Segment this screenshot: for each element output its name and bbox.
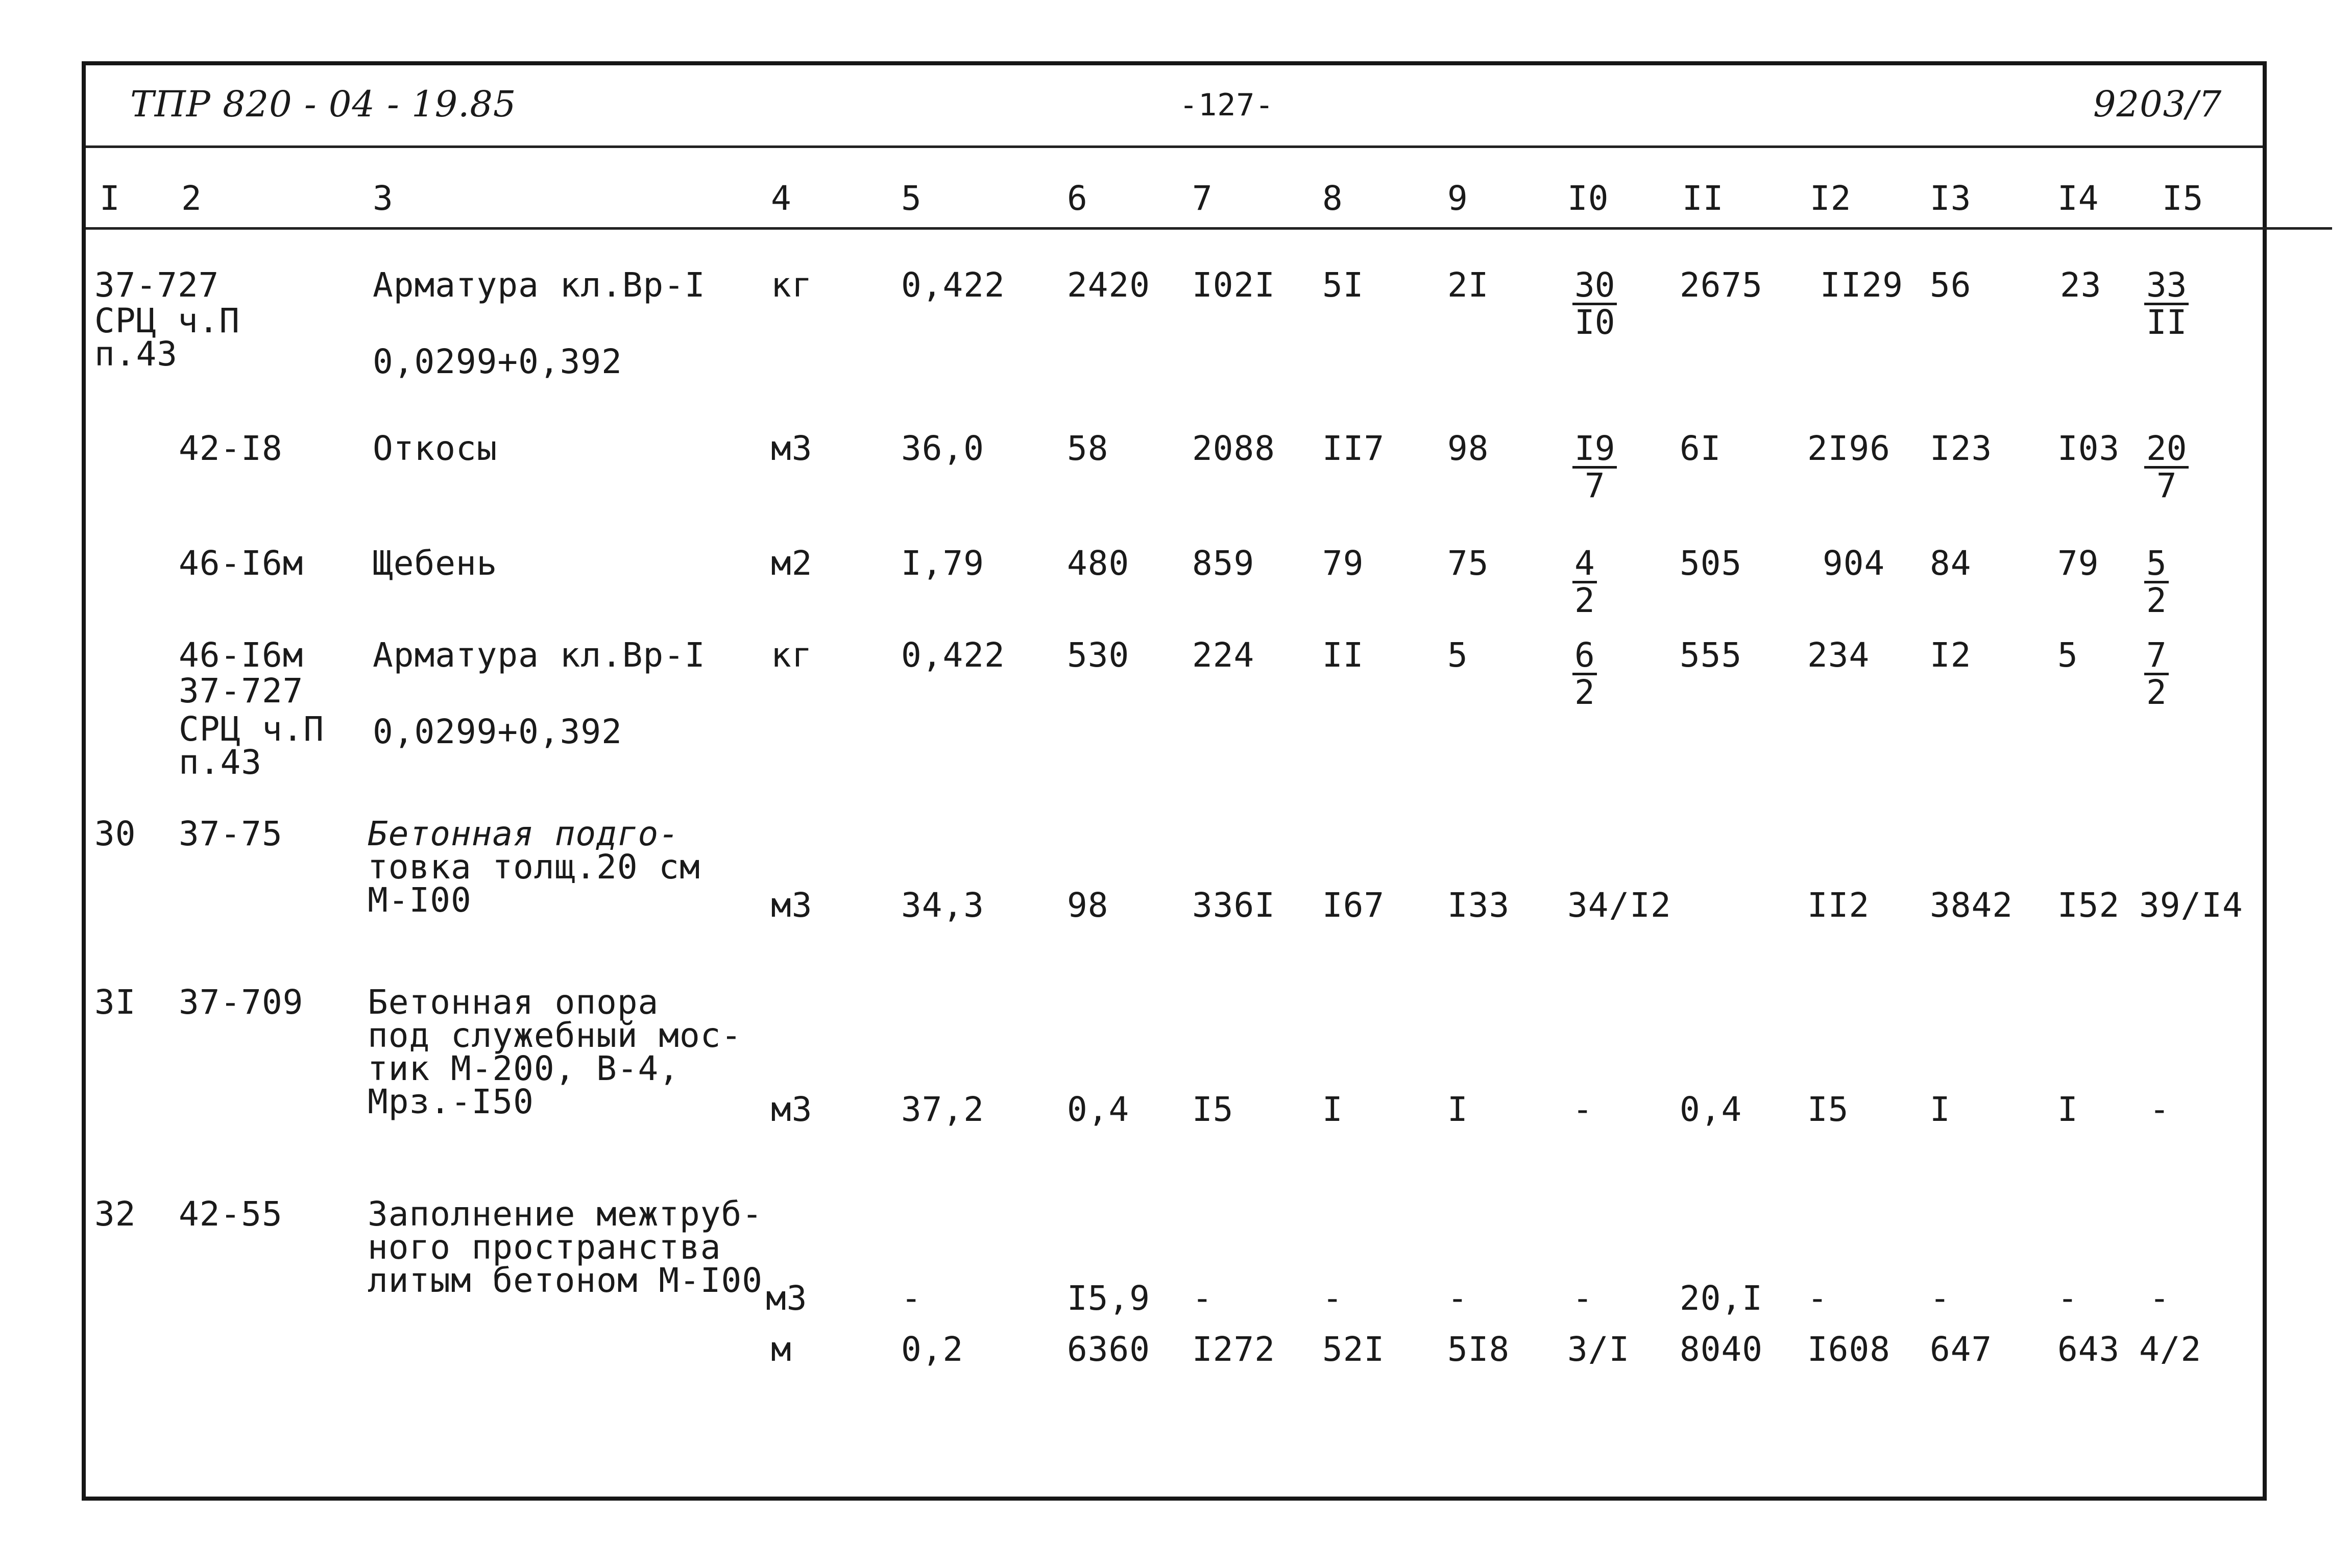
fraction-cell [1572, 635, 1597, 712]
value-cell: - [901, 1279, 922, 1318]
value-cell: I272 [1192, 1330, 1275, 1369]
value-cell: I [1447, 1090, 1468, 1129]
fraction-denominator: 7 [1584, 466, 1605, 505]
unit-cell: м [771, 1330, 792, 1369]
value-cell: 20,I [1680, 1279, 1763, 1318]
fraction-numerator: 33 [2144, 268, 2189, 305]
value-cell: - [1322, 1279, 1343, 1318]
work-description: ного пространства [368, 1228, 721, 1267]
column-header: I4 [2057, 179, 2099, 218]
fraction-denominator: 2 [2146, 581, 2167, 620]
work-description: Арматура кл.Вр-I [373, 635, 706, 675]
value-cell: 39/I4 [2139, 886, 2243, 925]
fraction-cell [2144, 635, 2169, 712]
norm-reference: п.43 [179, 743, 262, 782]
fraction-numerator: 6 [1572, 638, 1597, 675]
norm-code: 42-I8 [179, 429, 283, 468]
fraction-numerator: 4 [1572, 546, 1597, 583]
column-header: 3 [373, 179, 394, 218]
fraction-cell [1572, 546, 1597, 618]
work-description: Бетонная подго- [368, 814, 680, 853]
fraction-denominator: 2 [1574, 581, 1595, 620]
value-cell: I5 [1192, 1090, 1234, 1129]
work-description: под служебный мос- [368, 1016, 742, 1055]
value-cell: 0,422 [901, 635, 1005, 675]
value-cell: 647 [1930, 1330, 1993, 1369]
value-cell: I03 [2057, 429, 2120, 468]
column-header: 2 [181, 179, 202, 218]
value-cell: 56 [1930, 265, 1972, 305]
value-cell: 2088 [1192, 429, 1275, 468]
value-cell: II7 [1322, 429, 1385, 468]
column-header: I2 [1810, 179, 1852, 218]
work-description-formula: 0,0299+0,392 [373, 712, 622, 751]
column-header: I5 [2162, 179, 2204, 218]
work-description: М-I00 [368, 880, 472, 920]
value-cell: - [1192, 1279, 1213, 1318]
fraction-numerator: I9 [1572, 431, 1617, 469]
value-cell: - [1930, 1279, 1951, 1318]
value-cell: II29 [1820, 265, 1903, 305]
value-cell: 3842 [1930, 886, 2013, 925]
value-cell: 36,0 [901, 429, 984, 468]
value-cell: I [1930, 1090, 1951, 1129]
value-cell: 2I96 [1807, 429, 1890, 468]
page-number: -127- [1179, 87, 1274, 123]
value-cell: 643 [2057, 1330, 2120, 1369]
column-header: I [100, 179, 120, 218]
value-cell: 0,2 [901, 1330, 964, 1369]
value-cell: I23 [1930, 429, 1993, 468]
unit-cell: кг [771, 265, 813, 305]
norm-code: 42-55 [179, 1194, 283, 1234]
value-cell: 859 [1192, 544, 1255, 583]
fraction-cell [2144, 265, 2189, 342]
work-description: Заполнение межтруб- [368, 1194, 763, 1234]
norm-code: 46-I6м [179, 635, 304, 675]
value-cell: 5 [2057, 635, 2078, 675]
value-cell: - [1572, 1090, 1593, 1129]
value-cell: I [2057, 1090, 2078, 1129]
value-cell: 4/2 [2139, 1330, 2202, 1369]
value-cell: 0,422 [901, 265, 1005, 305]
value-cell: 98 [1067, 886, 1109, 925]
value-cell: 79 [1322, 544, 1364, 583]
item-number: 3I [94, 983, 136, 1022]
value-cell: 555 [1680, 635, 1742, 675]
value-cell: 37,2 [901, 1090, 984, 1129]
value-cell: II2 [1807, 886, 1870, 925]
unit-cell: м2 [771, 544, 813, 583]
fraction-denominator: I0 [1574, 303, 1615, 342]
column-header: 8 [1322, 179, 1343, 218]
fraction-numerator: 5 [2144, 546, 2169, 583]
work-description: тик М-200, В-4, [368, 1049, 680, 1088]
work-description-formula: 0,0299+0,392 [373, 342, 622, 381]
value-cell: I608 [1807, 1330, 1890, 1369]
column-header: I3 [1930, 179, 1972, 218]
unit-cell: м3 [771, 429, 813, 468]
column-header: 7 [1192, 179, 1213, 218]
norm-reference: СРЦ ч.П [94, 301, 240, 340]
value-cell: I33 [1447, 886, 1510, 925]
value-cell: 3/I [1567, 1330, 1630, 1369]
work-description: Мрз.-I50 [368, 1082, 534, 1121]
value-cell: 480 [1067, 544, 1130, 583]
value-cell: I [1322, 1090, 1343, 1129]
value-cell: 224 [1192, 635, 1255, 675]
column-header: 9 [1447, 179, 1468, 218]
work-description: Откосы [373, 429, 498, 468]
fraction-cell [2144, 546, 2169, 618]
value-cell: 98 [1447, 429, 1489, 468]
value-cell: 84 [1930, 544, 1972, 583]
unit-cell: м3 [771, 886, 813, 925]
fraction-numerator: 7 [2144, 638, 2169, 675]
work-description: Бетонная опора [368, 983, 659, 1022]
value-cell: 79 [2057, 544, 2099, 583]
norm-code: 46-I6м [179, 544, 304, 583]
norm-reference: п.43 [94, 334, 178, 374]
value-cell: 75 [1447, 544, 1489, 583]
column-header: II [1682, 179, 1724, 218]
value-cell: - [1572, 1279, 1593, 1318]
value-cell: 6I [1680, 429, 1721, 468]
value-cell: 2675 [1680, 265, 1763, 305]
unit-cell: м3 [771, 1090, 813, 1129]
value-cell: 34,3 [901, 886, 984, 925]
value-cell: 5I [1322, 265, 1364, 305]
fraction-denominator: 7 [2156, 466, 2177, 505]
value-cell: I52 [2057, 886, 2120, 925]
value-cell: II [1322, 635, 1364, 675]
value-cell: 5 [1447, 635, 1468, 675]
value-cell: 904 [1823, 544, 1885, 583]
fraction-cell [1572, 265, 1617, 342]
value-cell: 34/I2 [1567, 886, 1671, 925]
value-cell: 336I [1192, 886, 1275, 925]
value-cell: - [1807, 1279, 1828, 1318]
norm-code: 37-709 [179, 983, 304, 1022]
value-cell: 6360 [1067, 1330, 1150, 1369]
work-description: Арматура кл.Вр-I [373, 265, 706, 305]
document-code: ТПР 820 - 04 - 19.85 [130, 83, 517, 125]
value-cell: I5 [1807, 1090, 1849, 1129]
fraction-numerator: 30 [1572, 268, 1617, 305]
value-cell: 8040 [1680, 1330, 1763, 1369]
unit-cell: м3 [766, 1279, 808, 1318]
work-description: Щебень [373, 544, 498, 583]
value-cell: 2420 [1067, 265, 1150, 305]
value-cell: - [2057, 1279, 2078, 1318]
fraction-denominator: 2 [2146, 673, 2167, 712]
value-cell: I02I [1192, 265, 1275, 305]
norm-code: 37-727 [94, 265, 220, 305]
value-cell: 58 [1067, 429, 1109, 468]
fraction-numerator: 20 [2144, 431, 2189, 469]
value-cell: 530 [1067, 635, 1130, 675]
norm-code: 37-727 [179, 671, 304, 710]
value-cell: 23 [2060, 265, 2102, 305]
sheet-identifier: 9203/7 [2093, 83, 2222, 125]
value-cell: - [2149, 1279, 2170, 1318]
fraction-denominator: 2 [1574, 673, 1595, 712]
value-cell: 505 [1680, 544, 1742, 583]
column-header: 6 [1067, 179, 1088, 218]
value-cell: I5,9 [1067, 1279, 1150, 1318]
value-cell: 234 [1807, 635, 1870, 675]
fraction-denominator: II [2146, 303, 2187, 342]
value-cell: - [2149, 1090, 2170, 1129]
value-cell: I67 [1322, 886, 1385, 925]
norm-reference: СРЦ ч.П [179, 709, 325, 749]
value-cell: - [1447, 1279, 1468, 1318]
header-divider [86, 145, 2263, 148]
fraction-cell [2144, 431, 2189, 503]
column-header: 5 [901, 179, 922, 218]
norm-code: 37-75 [179, 814, 283, 853]
column-header: I0 [1567, 179, 1609, 218]
value-cell: 5I8 [1447, 1330, 1510, 1369]
work-description: товка толщ.20 см [368, 847, 700, 887]
value-cell: I2 [1930, 635, 1972, 675]
value-cell: 2I [1447, 265, 1489, 305]
value-cell: 0,4 [1680, 1090, 1742, 1129]
value-cell: 0,4 [1067, 1090, 1130, 1129]
column-header: 4 [771, 179, 792, 218]
work-description: литым бетоном М-I00 [368, 1261, 763, 1300]
unit-cell: кг [771, 635, 813, 675]
column-header-divider [86, 227, 2332, 230]
item-number: 32 [94, 1194, 136, 1234]
value-cell: 52I [1322, 1330, 1385, 1369]
value-cell: I,79 [901, 544, 984, 583]
item-number: 30 [94, 814, 136, 853]
fraction-cell [1572, 431, 1617, 503]
